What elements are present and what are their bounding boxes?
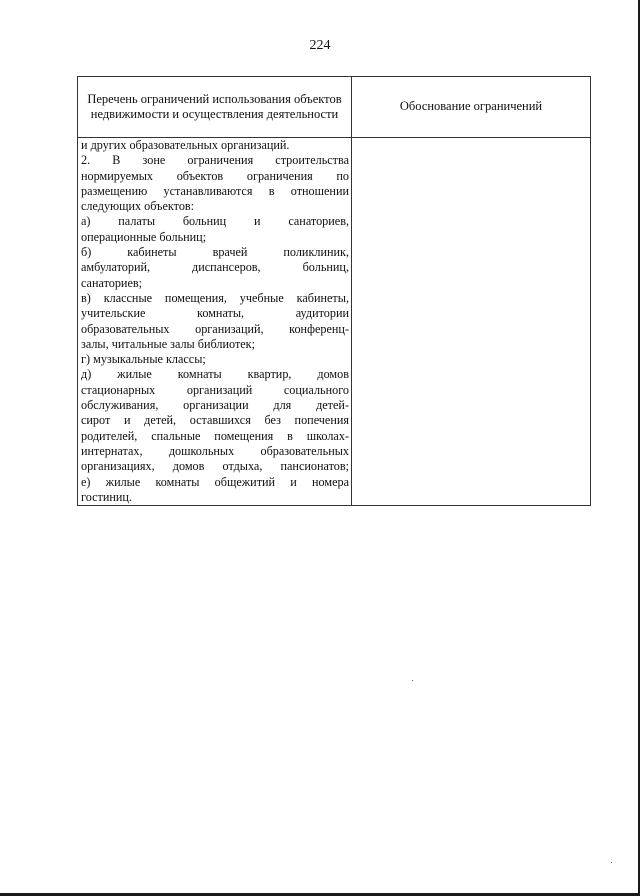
text-line: е) жилые комнаты общежитий и номера xyxy=(81,474,349,489)
text-line: родителей, спальные помещения в школах- xyxy=(81,428,349,443)
text-line: интернатах, дошкольных образовательных xyxy=(81,443,349,458)
restrictions-text xyxy=(81,138,349,505)
text-line: сирот и детей, оставшихся без попечения xyxy=(81,413,349,428)
text-line: нормируемых объектов ограничения по xyxy=(81,168,349,183)
restrictions-table xyxy=(77,76,591,506)
text-line: образовательных организаций, конференц- xyxy=(81,321,349,336)
restrictions-content-cell xyxy=(78,138,352,506)
scan-speck xyxy=(611,862,612,863)
text-line: организациях, домов отдыха, пансионатов; xyxy=(81,459,349,474)
header-cell-restrictions xyxy=(78,77,352,138)
table-row xyxy=(78,138,591,506)
justification-content-cell xyxy=(352,138,591,506)
scan-speck xyxy=(412,680,413,681)
text-line: обслуживания, организации для детей- xyxy=(81,398,349,413)
text-line: санаториев; xyxy=(81,275,143,290)
text-line: в) классные помещения, учебные кабинеты, xyxy=(81,290,349,305)
header-cell-justification xyxy=(352,77,591,138)
header-restrictions-label: Перечень ограничений использования объектов недвижимости и осуществления деятельности xyxy=(87,91,342,121)
text-line: следующих объектов: xyxy=(81,199,195,214)
text-line: 2. В зоне ограничения строительства xyxy=(81,153,349,168)
page-number: 224 xyxy=(309,38,331,53)
text-line: гостиниц. xyxy=(81,489,132,504)
text-line: залы, читальные залы библиотек; xyxy=(81,336,255,351)
text-line: и других образовательных организаций. xyxy=(81,138,290,152)
text-line: б) кабинеты врачей поликлиник, xyxy=(81,245,349,260)
text-line: стационарных организаций социального xyxy=(81,382,349,397)
header-justification-label: Обоснование ограничений xyxy=(399,99,543,114)
text-line: операционные больниц; xyxy=(81,229,207,244)
text-line: размещению устанавливаются в отношении xyxy=(81,183,349,198)
table-header-row xyxy=(78,77,591,138)
text-line: а) палаты больниц и санаториев, xyxy=(81,214,349,229)
text-line: учительские комнаты, аудитории xyxy=(81,306,349,321)
text-line: д) жилые комнаты квартир, домов xyxy=(81,367,349,382)
text-line: амбулаторий, диспансеров, больниц, xyxy=(81,260,349,275)
text-line: г) музыкальные классы; xyxy=(81,352,206,367)
